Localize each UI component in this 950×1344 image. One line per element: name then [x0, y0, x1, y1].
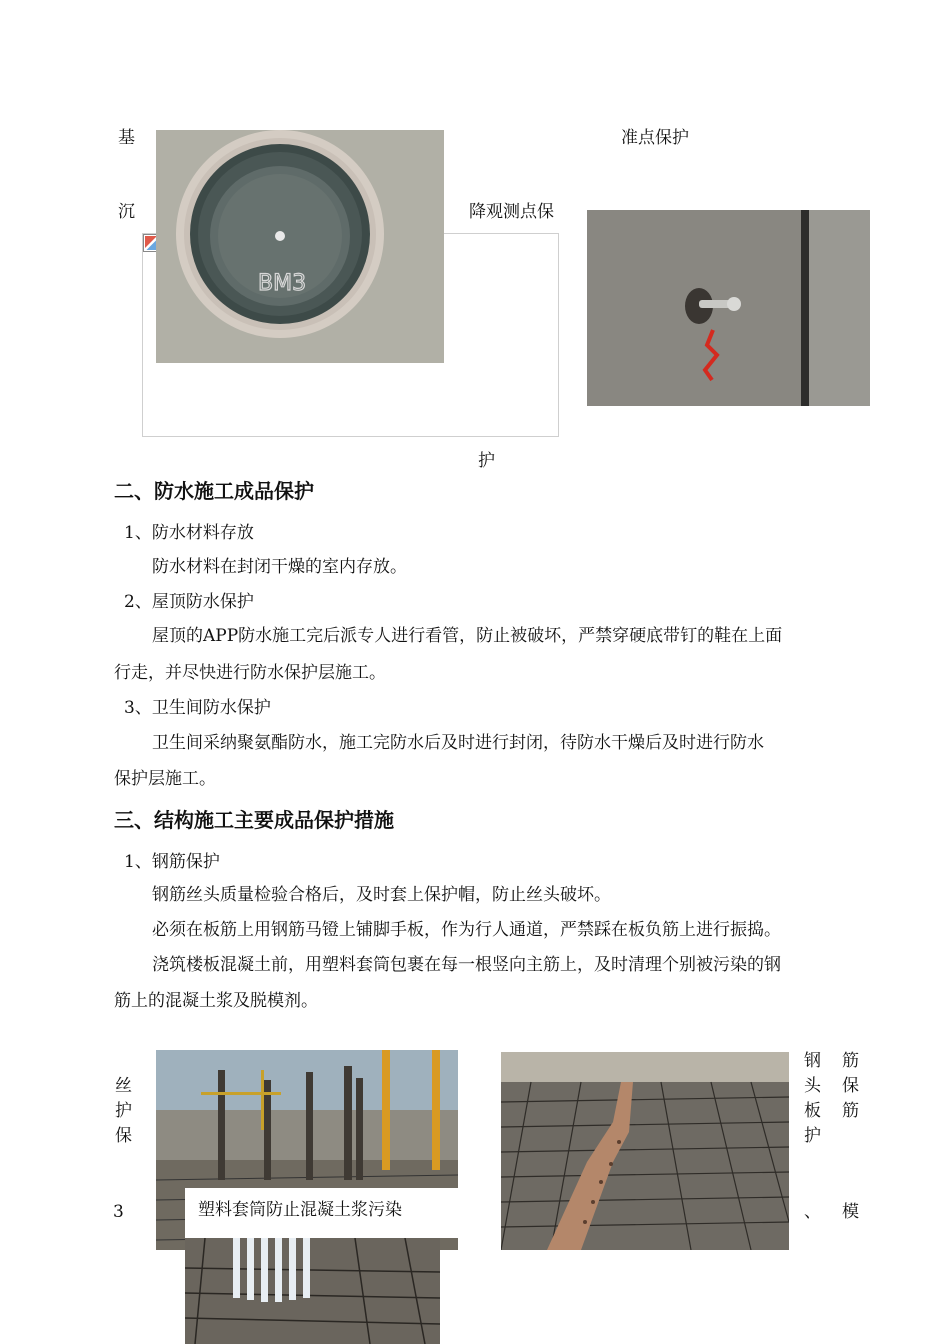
right-col2-char-3: 筋 — [842, 1101, 859, 1121]
section2-item2-body-line2: 行走，并尽快进行防水保护层施工。 — [114, 663, 386, 683]
section3-paragraph-3-line1: 浇筑楼板混凝土前，用塑料套筒包裹在每一根竖向主筋上，及时清理个别被污染的钢 — [152, 955, 781, 975]
section3-paragraph-1: 钢筋丝头质量检验合格后，及时套上保护帽，防止丝头破坏。 — [152, 885, 611, 905]
section2-item3-body-line1: 卫生间采纳聚氨酯防水，施工完防水后及时进行封闭，待防水干燥后及时进行防水 — [152, 733, 764, 753]
right-col1-char-3: 板 — [804, 1101, 821, 1121]
right-col2-char-1: 筋 — [842, 1051, 859, 1071]
settlement-point-label: 降观测点保 — [469, 202, 554, 222]
right-col1-char-1: 钢 — [804, 1051, 821, 1071]
plastic-sleeve-photo — [185, 1238, 440, 1344]
section2-heading: 二、防水施工成品保护 — [114, 479, 314, 503]
right-col1-char-2: 头 — [804, 1076, 821, 1096]
settlement-point-photo — [587, 210, 870, 406]
bottom-left-char-3: 保 — [115, 1126, 132, 1146]
section2-item1-body: 防水材料在封闭干燥的室内存放。 — [152, 557, 407, 577]
section3-heading: 三、结构施工主要成品保护措施 — [114, 808, 394, 832]
benchmark-photo — [156, 130, 444, 363]
section3-item1-title: 1、钢筋保护 — [124, 852, 220, 872]
section2-item2-body-line1: 屋顶的APP防水施工完后派专人进行看管，防止被破坏，严禁穿硬底带钉的鞋在上面 — [152, 626, 783, 646]
left-char-chen: 沉 — [118, 202, 135, 222]
right-col1-char-4: 护 — [804, 1126, 821, 1146]
bottom-left-char-1: 丝 — [115, 1076, 132, 1096]
bottom-left-page-number: 3 — [113, 1202, 124, 1222]
section2-item1-title: 1、防水材料存放 — [124, 523, 254, 543]
left-char-ji: 基 — [118, 128, 135, 148]
section2-item3-title: 3、卫生间防水保护 — [124, 698, 271, 718]
right-col2-char-4: 模 — [842, 1202, 859, 1222]
bm3-mark: BM3 — [258, 271, 307, 296]
plastic-sleeve-caption: 塑料套筒防止混凝土浆污染 — [198, 1200, 402, 1220]
section3-paragraph-3-line2: 筋上的混凝土浆及脱模剂。 — [114, 991, 318, 1011]
section2-item3-body-line2: 保护层施工。 — [114, 769, 216, 789]
benchmark-protection-label: 准点保护 — [621, 128, 689, 148]
section3-paragraph-2: 必须在板筋上用钢筋马镫上铺脚手板，作为行人通道，严禁踩在板负筋上进行振捣。 — [152, 920, 781, 940]
protection-char: 护 — [478, 451, 495, 471]
bottom-left-char-2: 护 — [115, 1101, 132, 1121]
scaffold-board-photo — [501, 1052, 789, 1250]
section2-item2-title: 2、屋顶防水保护 — [124, 592, 254, 612]
right-col2-char-2: 保 — [842, 1076, 859, 1096]
right-col1-char-5: 、 — [804, 1202, 821, 1222]
